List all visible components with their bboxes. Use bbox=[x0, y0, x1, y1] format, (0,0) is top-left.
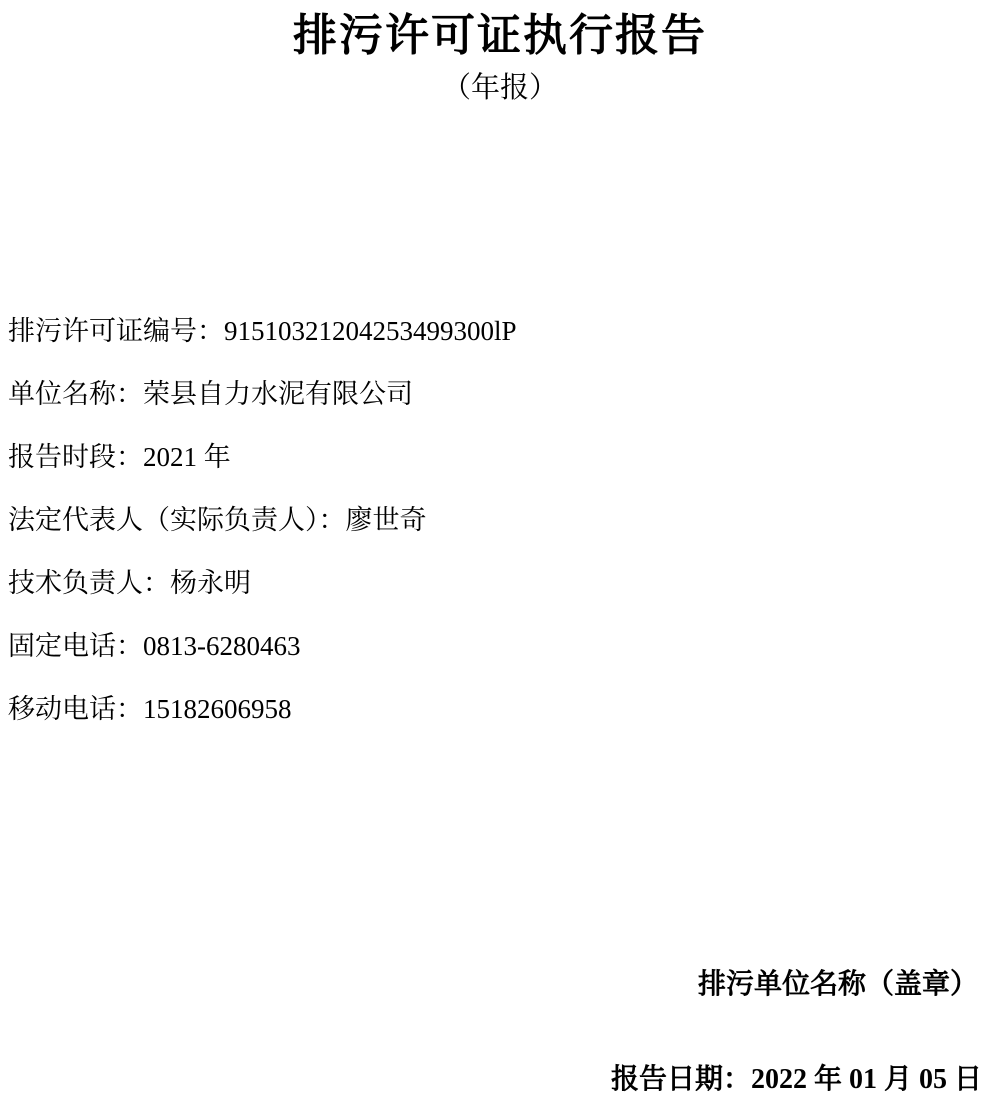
report-info-block bbox=[8, 318, 968, 759]
field-legal-representative bbox=[8, 507, 968, 534]
field-technical-manager-value: 杨永明 bbox=[170, 568, 251, 598]
field-permit-number-value: 91510321204253499300lP bbox=[224, 316, 517, 346]
field-report-period-label: 报告时段： bbox=[8, 442, 143, 472]
field-legal-representative-value: 廖世奇 bbox=[345, 505, 427, 535]
report-date-label: 报告日期： bbox=[610, 1064, 751, 1095]
field-mobile-phone bbox=[8, 696, 968, 723]
field-landline-phone-label: 固定电话： bbox=[8, 631, 143, 661]
page-title: 排污许可证执行报告 bbox=[293, 11, 707, 60]
field-report-period-value: 2021 年 bbox=[143, 442, 231, 472]
field-unit-name-value: 荣县自力水泥有限公司 bbox=[143, 379, 413, 409]
field-landline-phone-value: 0813-6280463 bbox=[143, 631, 301, 661]
field-technical-manager-label: 技术负责人： bbox=[8, 568, 170, 598]
field-mobile-phone-value: 15182606958 bbox=[143, 694, 292, 724]
field-unit-name-label: 单位名称： bbox=[8, 379, 143, 409]
report-date bbox=[0, 1057, 1000, 1097]
report-date-value: 2022 年 01 月 05 日 bbox=[750, 1064, 982, 1095]
field-permit-number bbox=[8, 318, 968, 345]
field-mobile-phone-label: 移动电话： bbox=[8, 694, 143, 724]
field-unit-name bbox=[8, 381, 968, 408]
field-landline-phone bbox=[8, 633, 968, 660]
field-legal-representative-label: 法定代表人（实际负责人）： bbox=[8, 505, 346, 535]
field-permit-number-label: 排污许可证编号： bbox=[8, 316, 224, 346]
stamp-label: 排污单位名称（盖章） bbox=[697, 969, 978, 1000]
page-subtitle: （年报） bbox=[441, 72, 558, 104]
field-technical-manager bbox=[8, 570, 968, 597]
field-report-period bbox=[8, 444, 968, 471]
